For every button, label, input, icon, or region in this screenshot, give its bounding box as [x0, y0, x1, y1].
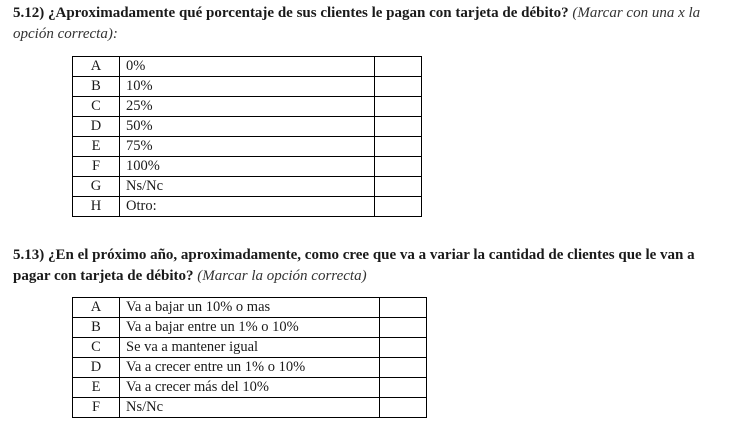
option-letter: D [73, 358, 120, 378]
option-label: Va a bajar un 10% o mas [120, 298, 380, 318]
question-5-13 [13, 245, 725, 287]
options-table-5-13 [72, 297, 427, 418]
option-mark-cell[interactable] [375, 77, 422, 97]
option-letter: D [73, 117, 120, 137]
option-label: 10% [120, 77, 375, 97]
option-label: 100% [120, 157, 375, 177]
option-letter: H [73, 197, 120, 217]
option-mark-cell[interactable] [375, 57, 422, 77]
option-label: 50% [120, 117, 375, 137]
option-label: Va a bajar entre un 1% o 10% [120, 318, 380, 338]
option-letter: B [73, 77, 120, 97]
option-letter: F [73, 398, 120, 418]
question-text: 5.12) ¿Aproximadamente qué porcentaje de sus clientes le pagan con tarjeta de débito? [13, 5, 569, 21]
option-label: Se va a mantener igual [120, 338, 380, 358]
option-letter: E [73, 378, 120, 398]
option-mark-cell[interactable] [380, 298, 427, 318]
option-row [73, 298, 427, 318]
question-5-12 [13, 3, 725, 45]
option-row [73, 97, 422, 117]
option-row [73, 338, 427, 358]
option-mark-cell[interactable] [375, 177, 422, 197]
option-mark-cell[interactable] [380, 378, 427, 398]
option-label: Ns/Nc [120, 398, 380, 418]
options-table-5-12 [72, 56, 422, 217]
option-letter: E [73, 137, 120, 157]
option-label: 0% [120, 57, 375, 77]
option-row [73, 177, 422, 197]
option-label: Va a crecer entre un 1% o 10% [120, 358, 380, 378]
option-letter: C [73, 97, 120, 117]
option-mark-cell[interactable] [380, 338, 427, 358]
option-mark-cell[interactable] [380, 318, 427, 338]
option-row [73, 57, 422, 77]
option-label: 25% [120, 97, 375, 117]
option-letter: F [73, 157, 120, 177]
option-row [73, 398, 427, 418]
option-letter: C [73, 338, 120, 358]
option-label: Otro: [120, 197, 375, 217]
option-row [73, 137, 422, 157]
option-mark-cell[interactable] [375, 137, 422, 157]
option-mark-cell[interactable] [380, 358, 427, 378]
option-row [73, 358, 427, 378]
option-row [73, 318, 427, 338]
option-row [73, 117, 422, 137]
option-label: 75% [120, 137, 375, 157]
option-label: Va a crecer más del 10% [120, 378, 380, 398]
question-text: 5.13) ¿En el próximo año, aproximadamente, como cree que va a variar la cantidad de clientes que le van a pagar con tarjeta de débito? [13, 247, 695, 284]
question-instruction: (Marcar con una x la opción correcta): [13, 5, 701, 42]
option-row [73, 77, 422, 97]
option-row [73, 378, 427, 398]
option-label: Ns/Nc [120, 177, 375, 197]
option-mark-cell[interactable] [375, 117, 422, 137]
option-mark-cell[interactable] [380, 398, 427, 418]
option-letter: A [73, 57, 120, 77]
option-row [73, 197, 422, 217]
option-letter: B [73, 318, 120, 338]
option-letter: G [73, 177, 120, 197]
option-row [73, 157, 422, 177]
option-mark-cell[interactable] [375, 197, 422, 217]
question-instruction: (Marcar la opción correcta) [197, 268, 367, 284]
option-letter: A [73, 298, 120, 318]
option-mark-cell[interactable] [375, 157, 422, 177]
option-mark-cell[interactable] [375, 97, 422, 117]
